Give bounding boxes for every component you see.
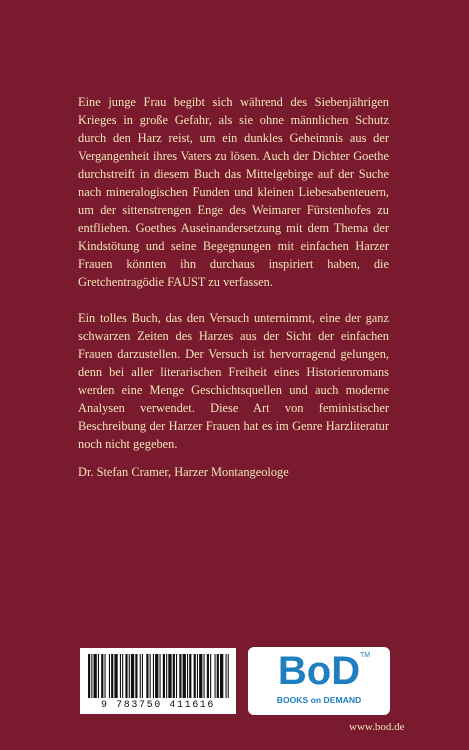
blurb-paragraph-2: Ein tolles Buch, das den Versuch unternimmt, eine der ganz schwarzen Zeiten des Harzes aus der Sicht der einfachen Frauen darzustellen. Der Versuch ist hervorragend gelungen, denn bei aller literarischen Freiheit eines Historienromans werden eine Menge Geschichtsquellen und auch moderne Analysen verwendet. Diese Art von feministischer Beschreibung der Harzer Frauen hat es im Genre Harzliteratur noch nicht gegeben. — [78, 311, 389, 451]
barcode-digits: 9 783750 411616 — [100, 700, 215, 711]
isbn-barcode — [80, 648, 236, 714]
bod-trademark: TM — [360, 652, 371, 659]
publisher-url[interactable]: www.bod.de — [349, 721, 405, 733]
bod-logo — [248, 647, 390, 715]
bod-tagline: BOOKS on DEMAND — [276, 695, 362, 705]
blurb-text — [78, 93, 389, 453]
bod-logo-mark: BoD — [277, 649, 361, 693]
barcode-bars — [86, 654, 230, 698]
blurb-paragraph-1: Eine junge Frau begibt sich während des Siebenjährigen Krieges in große Gefahr, als sie ohne männlichen Schutz durch den Harz reist, um ein dunkles Geheimnis aus der Vergangenheit ihres Vaters zu lösen. Auch der Dichter Goethe durchstreift in diesem Buch das Mittelgebirge auf der Suche nach mineralogischen Funden und kleinen Liebesabenteuern, um der sittenstrengen Enge des Weimarer Fürstenhofes zu entfliehen. Goethes Auseinandersetzung mit dem Thema der Kindstötung und seine Begegnungen mit einfachen Harzer Frauen könnten ihn durchaus inspiriert haben, die Gretchentragödie FAUST zu verfassen. — [78, 95, 389, 289]
review-attribution: Dr. Stefan Cramer, Harzer Montangeologe — [78, 465, 289, 479]
